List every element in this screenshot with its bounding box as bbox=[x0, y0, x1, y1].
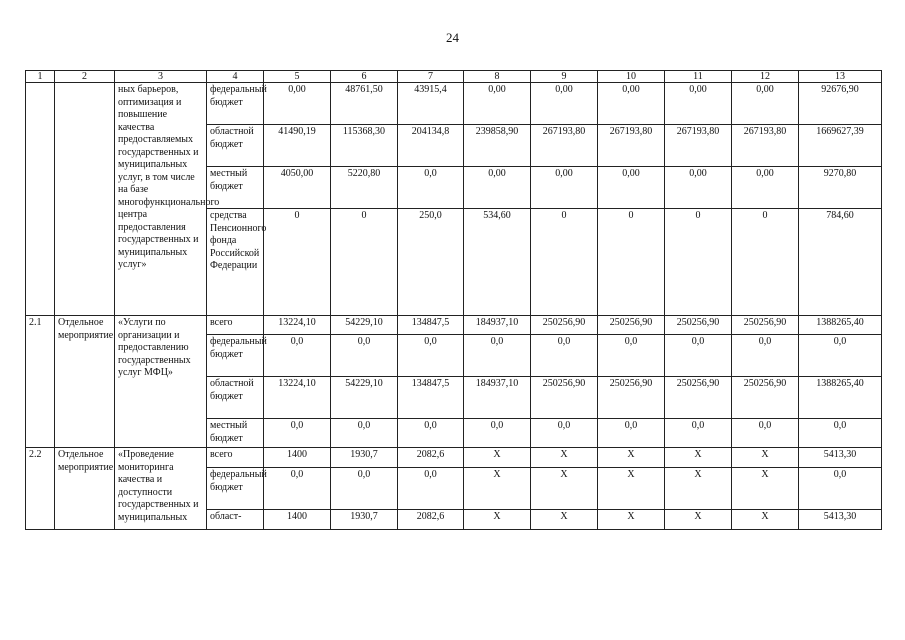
amount-cell: 267193,80 bbox=[598, 125, 665, 167]
amount-cell: 267193,80 bbox=[665, 125, 732, 167]
amount-cell: 0,0 bbox=[598, 419, 665, 448]
amount-cell: 5220,80 bbox=[331, 167, 398, 209]
amount-cell: 0,0 bbox=[799, 468, 882, 510]
amount-cell: 267193,80 bbox=[531, 125, 598, 167]
amount-cell: 0,00 bbox=[598, 167, 665, 209]
amount-cell: 13224,10 bbox=[264, 377, 331, 419]
column-header: 11 bbox=[665, 71, 732, 83]
amount-cell: 250256,90 bbox=[598, 316, 665, 335]
header-row bbox=[26, 71, 882, 83]
amount-cell: Х bbox=[598, 448, 665, 468]
amount-cell: 0,0 bbox=[331, 335, 398, 377]
amount-cell: Х bbox=[464, 468, 531, 510]
amount-cell: 0,0 bbox=[264, 468, 331, 510]
column-header: 10 bbox=[598, 71, 665, 83]
amount-cell: 54229,10 bbox=[331, 377, 398, 419]
amount-cell: 0,0 bbox=[464, 419, 531, 448]
amount-cell: 1669627,39 bbox=[799, 125, 882, 167]
amount-cell: Х bbox=[464, 448, 531, 468]
amount-cell: 0 bbox=[331, 209, 398, 316]
amount-cell: Х bbox=[598, 468, 665, 510]
column-header: 8 bbox=[464, 71, 531, 83]
activity-description: ных барьеров, оптимизация и повышение качества предоставляемых государственных и муниципальных услуг, в том числе на базе многофункционального центра предоставления государственных и муниципальных услуг» bbox=[115, 83, 207, 316]
amount-cell: Х bbox=[665, 468, 732, 510]
amount-cell: 0,0 bbox=[732, 335, 799, 377]
amount-cell: 0,00 bbox=[464, 167, 531, 209]
amount-cell: 5413,30 bbox=[799, 510, 882, 530]
amount-cell: 1400 bbox=[264, 448, 331, 468]
amount-cell: 0,00 bbox=[665, 167, 732, 209]
amount-cell: Х bbox=[531, 510, 598, 530]
column-header: 6 bbox=[331, 71, 398, 83]
amount-cell: 239858,90 bbox=[464, 125, 531, 167]
amount-cell: 0 bbox=[665, 209, 732, 316]
amount-cell: 184937,10 bbox=[464, 316, 531, 335]
amount-cell: 0,0 bbox=[398, 468, 464, 510]
amount-cell: 0 bbox=[732, 209, 799, 316]
amount-cell: 0,0 bbox=[531, 419, 598, 448]
column-header: 12 bbox=[732, 71, 799, 83]
amount-cell: 250256,90 bbox=[598, 377, 665, 419]
amount-cell: Х bbox=[732, 510, 799, 530]
amount-cell: 4050,00 bbox=[264, 167, 331, 209]
funding-source: местный бюджет bbox=[207, 419, 264, 448]
amount-cell: Х bbox=[665, 510, 732, 530]
budget-table bbox=[25, 70, 882, 530]
amount-cell: 250256,90 bbox=[665, 377, 732, 419]
amount-cell: 784,60 bbox=[799, 209, 882, 316]
amount-cell: 2082,6 bbox=[398, 448, 464, 468]
amount-cell: 0,0 bbox=[331, 419, 398, 448]
amount-cell: 0,0 bbox=[799, 419, 882, 448]
activity-type: Отдельное мероприятие bbox=[55, 448, 115, 530]
amount-cell: 41490,19 bbox=[264, 125, 331, 167]
amount-cell: 0,0 bbox=[665, 419, 732, 448]
amount-cell: 134847,5 bbox=[398, 377, 464, 419]
row-number bbox=[26, 83, 55, 316]
amount-cell: Х bbox=[464, 510, 531, 530]
amount-cell: 0,0 bbox=[398, 167, 464, 209]
funding-source: областной бюджет bbox=[207, 125, 264, 167]
amount-cell: 0,0 bbox=[598, 335, 665, 377]
funding-source: област- bbox=[207, 510, 264, 530]
amount-cell: Х bbox=[531, 448, 598, 468]
amount-cell: 9270,80 bbox=[799, 167, 882, 209]
amount-cell: 54229,10 bbox=[331, 316, 398, 335]
funding-source: федеральный бюджет bbox=[207, 83, 264, 125]
amount-cell: 250256,90 bbox=[531, 316, 598, 335]
amount-cell: 0,0 bbox=[464, 335, 531, 377]
amount-cell: 1930,7 bbox=[331, 510, 398, 530]
amount-cell: 0,0 bbox=[732, 419, 799, 448]
amount-cell: 48761,50 bbox=[331, 83, 398, 125]
funding-source: всего bbox=[207, 316, 264, 335]
column-header: 13 bbox=[799, 71, 882, 83]
column-header: 1 bbox=[26, 71, 55, 83]
amount-cell: 250256,90 bbox=[732, 377, 799, 419]
amount-cell: 250256,90 bbox=[665, 316, 732, 335]
amount-cell: 0,0 bbox=[264, 335, 331, 377]
amount-cell: 2082,6 bbox=[398, 510, 464, 530]
amount-cell: 184937,10 bbox=[464, 377, 531, 419]
activity-description: «Услуги по организации и предоставлению государственных услуг МФЦ» bbox=[115, 316, 207, 448]
amount-cell: 0,00 bbox=[665, 83, 732, 125]
funding-source: местный бюджет bbox=[207, 167, 264, 209]
activity-type: Отдельное мероприятие bbox=[55, 316, 115, 448]
amount-cell: 115368,30 bbox=[331, 125, 398, 167]
amount-cell: 204134,8 bbox=[398, 125, 464, 167]
column-header: 9 bbox=[531, 71, 598, 83]
row-number: 2.1 bbox=[26, 316, 55, 448]
amount-cell: 0 bbox=[531, 209, 598, 316]
amount-cell: 5413,30 bbox=[799, 448, 882, 468]
funding-source: всего bbox=[207, 448, 264, 468]
funding-source: средства Пенсионного фонда Российской Федерации bbox=[207, 209, 264, 316]
amount-cell: 0,00 bbox=[598, 83, 665, 125]
funding-source: федеральный бюджет bbox=[207, 468, 264, 510]
amount-cell: 0,00 bbox=[732, 167, 799, 209]
amount-cell: 0,0 bbox=[799, 335, 882, 377]
column-header: 3 bbox=[115, 71, 207, 83]
amount-cell: Х bbox=[531, 468, 598, 510]
amount-cell: 0 bbox=[598, 209, 665, 316]
funding-source: областной бюджет bbox=[207, 377, 264, 419]
amount-cell: 0,00 bbox=[264, 83, 331, 125]
amount-cell: Х bbox=[665, 448, 732, 468]
table-row bbox=[26, 448, 882, 468]
amount-cell: Х bbox=[732, 448, 799, 468]
amount-cell: Х bbox=[598, 510, 665, 530]
amount-cell: 0,0 bbox=[531, 335, 598, 377]
row-number: 2.2 bbox=[26, 448, 55, 530]
amount-cell: 0,0 bbox=[398, 335, 464, 377]
column-header: 7 bbox=[398, 71, 464, 83]
amount-cell: 0,0 bbox=[264, 419, 331, 448]
table-row bbox=[26, 316, 882, 335]
amount-cell: 0,0 bbox=[331, 468, 398, 510]
amount-cell: 0,0 bbox=[398, 419, 464, 448]
amount-cell: 1400 bbox=[264, 510, 331, 530]
amount-cell: 0,00 bbox=[732, 83, 799, 125]
amount-cell: 250,0 bbox=[398, 209, 464, 316]
amount-cell: 534,60 bbox=[464, 209, 531, 316]
activity-description: «Проведение мониторинга качества и доступности государственных и муниципальных bbox=[115, 448, 207, 530]
amount-cell: 1388265,40 bbox=[799, 377, 882, 419]
amount-cell: 0,00 bbox=[464, 83, 531, 125]
column-header: 2 bbox=[55, 71, 115, 83]
amount-cell: 250256,90 bbox=[531, 377, 598, 419]
amount-cell: 0 bbox=[264, 209, 331, 316]
amount-cell: 0,0 bbox=[665, 335, 732, 377]
amount-cell: 0,00 bbox=[531, 167, 598, 209]
page-number: 24 bbox=[446, 30, 459, 45]
amount-cell: 0,00 bbox=[531, 83, 598, 125]
amount-cell: 92676,90 bbox=[799, 83, 882, 125]
amount-cell: 43915,4 bbox=[398, 83, 464, 125]
amount-cell: 13224,10 bbox=[264, 316, 331, 335]
column-header: 5 bbox=[264, 71, 331, 83]
activity-type bbox=[55, 83, 115, 316]
amount-cell: 250256,90 bbox=[732, 316, 799, 335]
amount-cell: Х bbox=[732, 468, 799, 510]
column-header: 4 bbox=[207, 71, 264, 83]
amount-cell: 134847,5 bbox=[398, 316, 464, 335]
amount-cell: 1388265,40 bbox=[799, 316, 882, 335]
funding-source: федеральный бюджет bbox=[207, 335, 264, 377]
table-row bbox=[26, 83, 882, 125]
amount-cell: 1930,7 bbox=[331, 448, 398, 468]
amount-cell: 267193,80 bbox=[732, 125, 799, 167]
